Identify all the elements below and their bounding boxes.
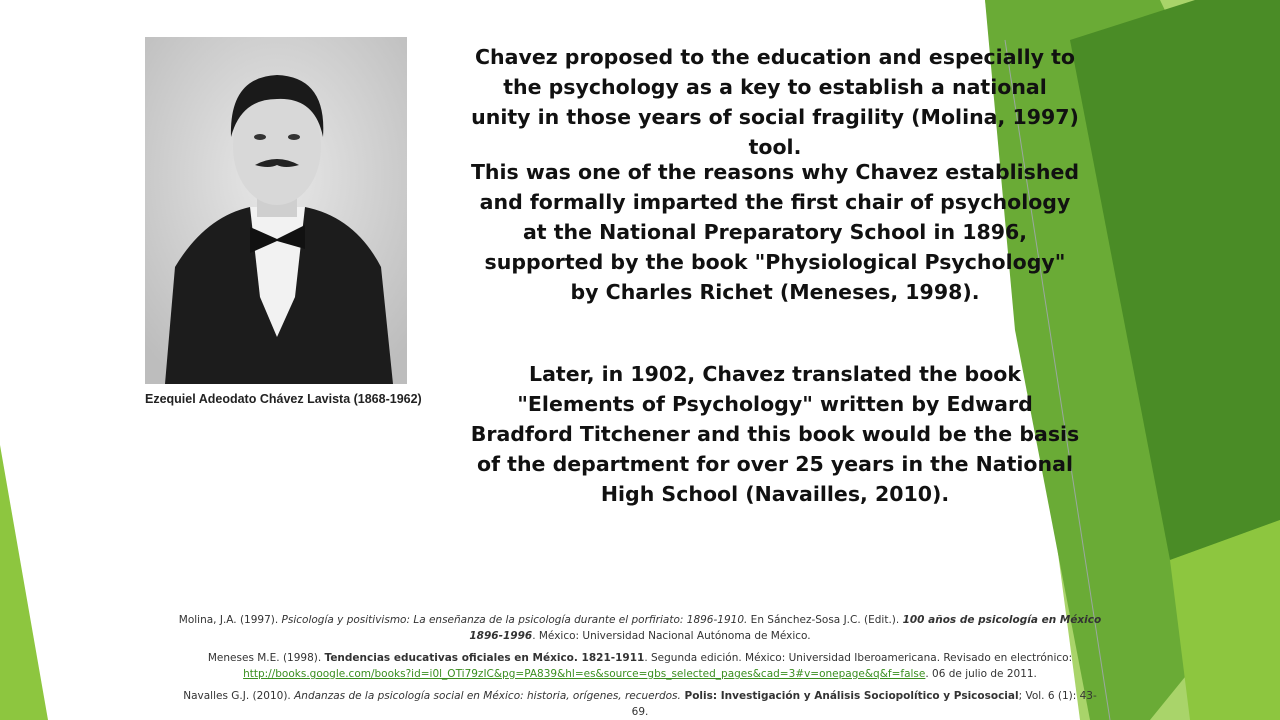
eye-right: [288, 134, 300, 140]
ref-molina-lead: Molina, J.A. (1997).: [178, 614, 282, 626]
references: [175, 612, 1105, 720]
reference-navalles: [175, 688, 1105, 720]
ref-meneses-lead: Meneses M.E. (1998).: [207, 652, 325, 664]
ref-molina-title: Psicología y positivismo: La enseñanza de la psicología durante el porfiriato: 1896-1910.: [281, 614, 748, 626]
ref-meneses-tail: . 06 de julio de 2011.: [925, 668, 1037, 680]
ref-meneses-link[interactable]: http://books.google.com/books?id=i0l_OTi79zIC&pg=PA839&hl=es&source=gbs_selected_pages&cad=3#v=onepage&q&f=false: [243, 668, 926, 680]
ref-meneses-middle: . Segunda edición. México: Universidad Iberoamericana. Revisado en electrónico:: [644, 652, 1073, 664]
ref-navalles-journal: Polis: Investigación y Análisis Sociopolítico y Psicosocial: [680, 690, 1019, 702]
paragraph-3: Later, in 1902, Chavez translated the book "Elements of Psychology" written by Edward Bradford Titchener and this book would be the basis of the department for over 25 years in the National High School (Navailles, 2010).: [470, 362, 1080, 506]
ref-navalles-tail: ; Vol. 6 (1): 43-69.: [631, 690, 1097, 718]
ref-navalles-title: Andanzas de la psicología social en México: historia, orígenes, recuerdos.: [294, 690, 681, 702]
reference-meneses: [175, 650, 1105, 682]
ref-molina-book: 100 años de psicología en México 1896-1996: [469, 614, 1102, 642]
ref-meneses-title: Tendencias educativas oficiales en México. 1821-1911: [324, 652, 645, 664]
left-green-strip: [0, 445, 48, 720]
ref-molina-tail: . México: Universidad Nacional Autónoma de México.: [532, 630, 811, 642]
paragraph-2: This was one of the reasons why Chavez established and formally imparted the first chair of psychology at the National Preparatory School in 1896, supported by the book "Physiological Psychology" by Charles Richet (Meneses, 1998).: [470, 160, 1080, 304]
portrait-photo: [145, 37, 407, 384]
ref-molina-middle: En Sánchez-Sosa J.C. (Edit.).: [747, 614, 903, 626]
ref-navalles-lead: Navalles G.J. (2010).: [183, 690, 295, 702]
reference-molina: [175, 612, 1105, 644]
paragraph-1: Chavez proposed to the education and especially to the psychology as a key to establish a national unity in those years of social fragility (Molina, 1997) tool.: [471, 45, 1079, 159]
eye-left: [254, 134, 266, 140]
portrait-caption: Ezequiel Adeodato Chávez Lavista (1868-1962): [145, 392, 422, 406]
